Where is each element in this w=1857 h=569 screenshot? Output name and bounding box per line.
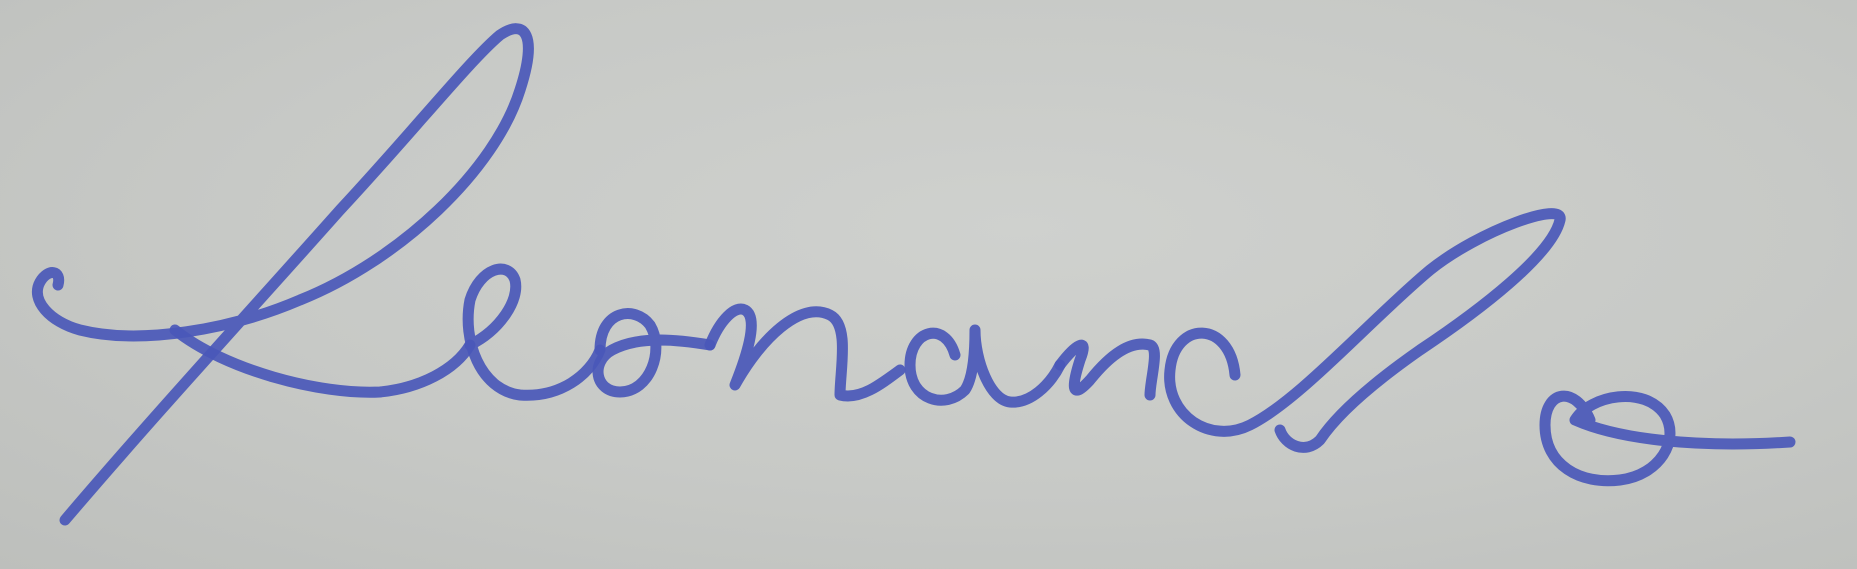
signature-strokes xyxy=(37,29,1790,520)
stroke-a xyxy=(910,330,1060,402)
stroke-o-final xyxy=(1545,396,1790,481)
stroke-d xyxy=(1170,214,1561,448)
stroke-o xyxy=(598,314,710,392)
stroke-e xyxy=(468,269,600,395)
stroke-l-loop xyxy=(37,29,528,520)
stroke-r xyxy=(1060,344,1154,395)
stroke-n xyxy=(710,309,900,396)
